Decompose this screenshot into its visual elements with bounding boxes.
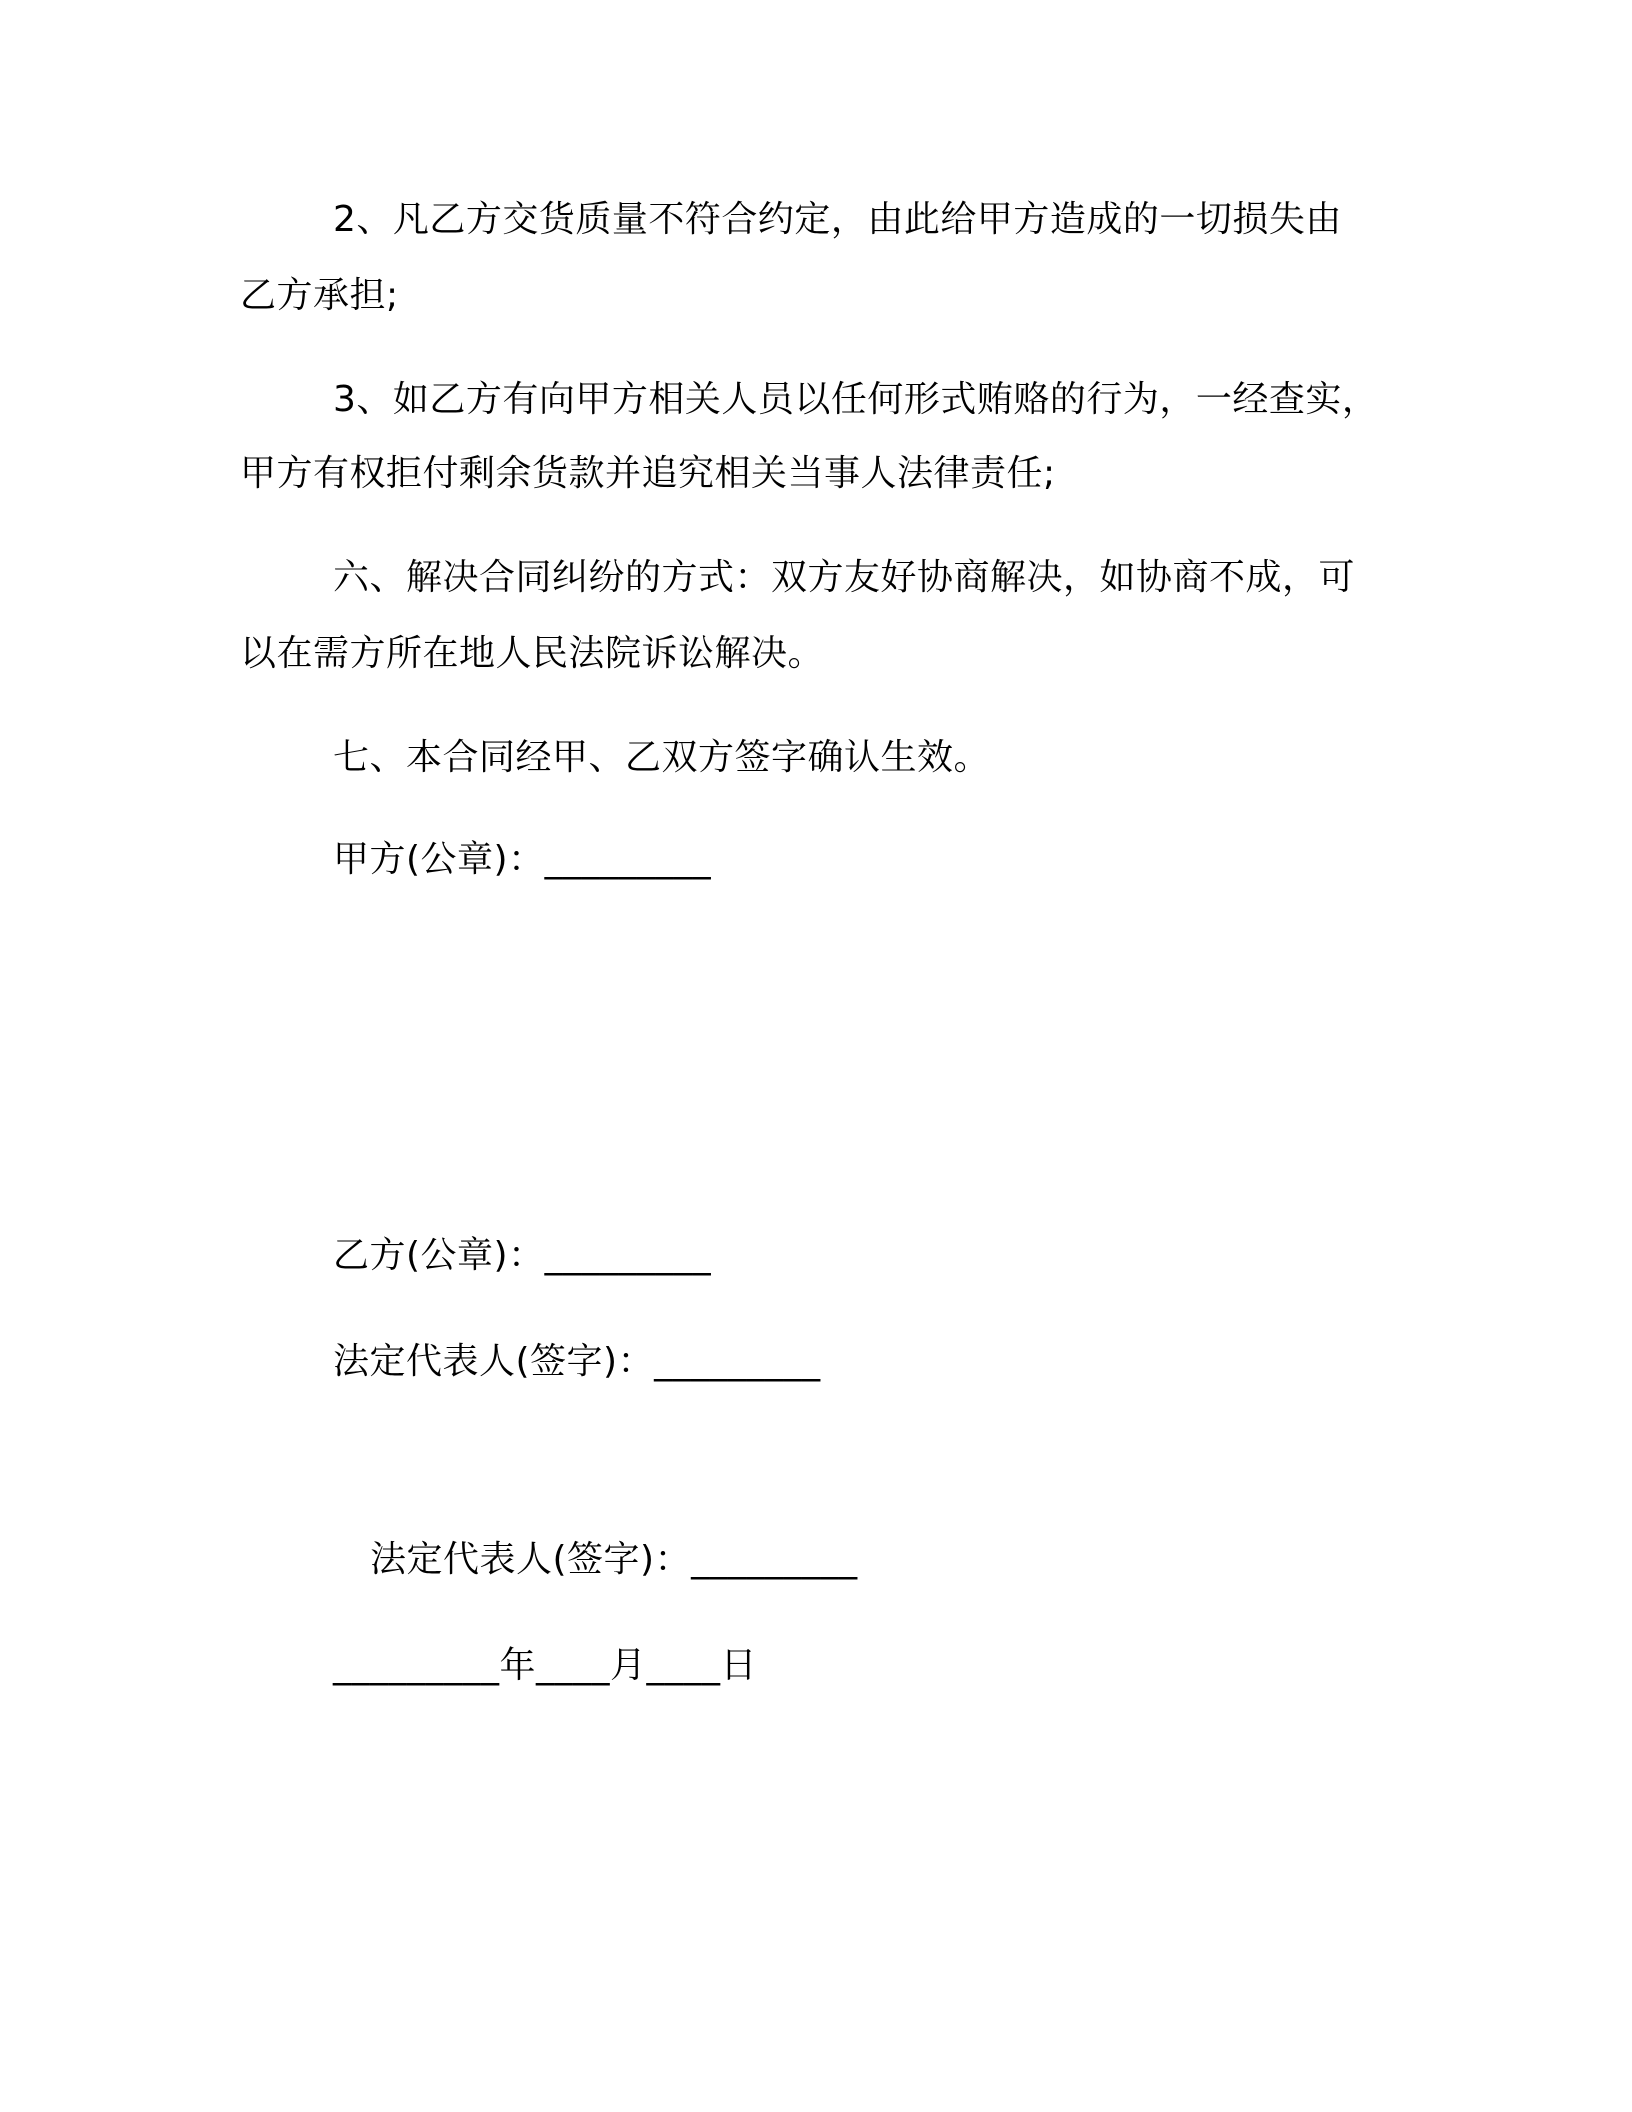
party-b-seal-line: 乙方(公章)：_________: [333, 1235, 712, 1276]
clause-2-line-2: 乙方承担;: [240, 275, 399, 316]
legal-representative-line-2: 法定代表人(签字)：_________: [370, 1539, 858, 1580]
clause-3-line-2: 甲方有权拒付剩余货款并追究相关当事人法律责任;: [240, 453, 1056, 494]
party-a-seal-line: 甲方(公章)：_________: [333, 839, 712, 880]
clause-3-line-1: 3、如乙方有向甲方相关人员以任何形式贿赂的行为，一经查实，: [333, 379, 1379, 420]
section-6-line-1: 六、解决合同纠纷的方式：双方友好协商解决，如协商不成，可: [333, 557, 1356, 598]
section-7-line: 七、本合同经甲、乙双方签字确认生效。: [333, 737, 991, 778]
legal-representative-line-1: 法定代表人(签字)：_________: [333, 1341, 821, 1382]
date-line: _________年____月____日: [333, 1645, 757, 1686]
section-6-line-2: 以在需方所在地人民法院诉讼解决。: [240, 633, 825, 674]
clause-2-line-1: 2、凡乙方交货质量不符合约定，由此给甲方造成的一切损失由: [333, 199, 1342, 240]
